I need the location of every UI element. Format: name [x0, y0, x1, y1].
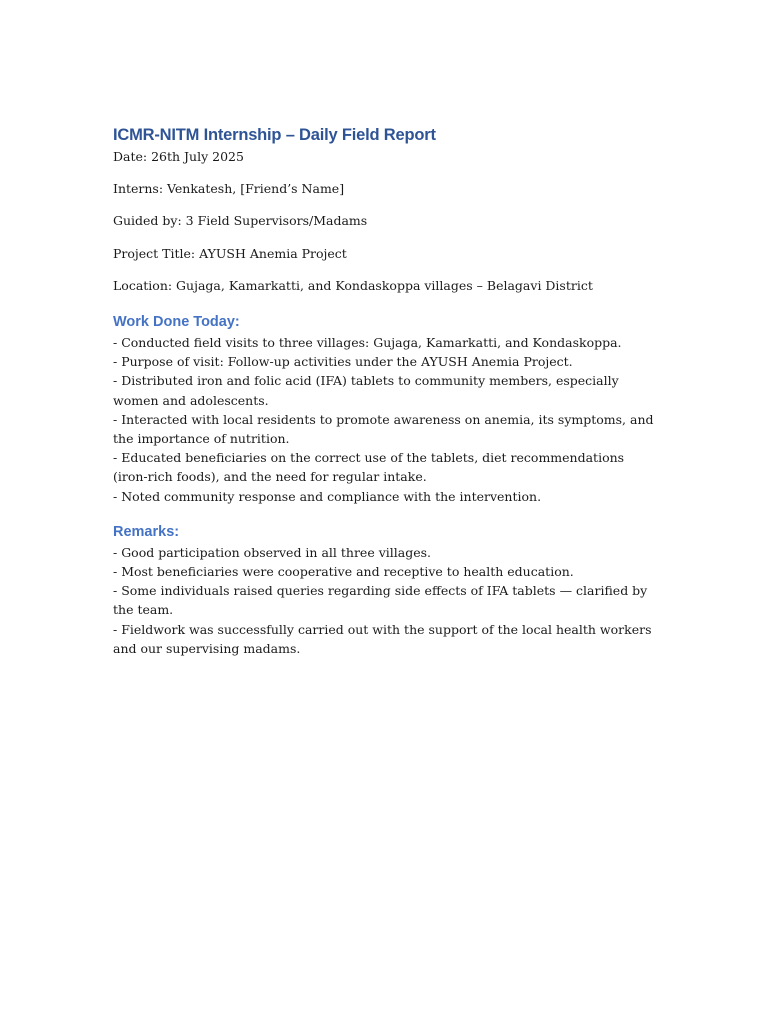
remarks-item: - Some individuals raised queries regarding side effects of IFA tablets — clarified by the team. — [113, 583, 648, 618]
report-interns: Interns: Venkatesh, [Friend’s Name] — [113, 181, 345, 197]
work-done-item: - Conducted field visits to three villages: Gujaga, Kamarkatti, and Kondaskoppa. — [113, 335, 622, 351]
report-title: ICMR-NITM Internship – Daily Field Report — [113, 126, 436, 144]
remarks-item: - Fieldwork was successfully carried out with the support of the local health workers and our supervising madams. — [113, 621, 652, 656]
remarks-list — [113, 543, 661, 658]
remarks-item: - Most beneficiaries were cooperative and receptive to health education. — [113, 564, 574, 580]
work-done-item: - Educated beneficiaries on the correct use of the tablets, diet recommendations (iron-rich foods), and the need for regular intake. — [113, 450, 625, 485]
work-done-item: - Interacted with local residents to promote awareness on anemia, its symptoms, and the importance of nutrition. — [113, 411, 654, 447]
work-done-heading: Work Done Today: — [113, 314, 240, 331]
work-done-item: - Purpose of visit: Follow-up activities under the AYUSH Anemia Project. — [113, 354, 573, 370]
remarks-heading: Remarks: — [113, 523, 180, 540]
work-done-list — [113, 333, 661, 506]
work-done-item: - Noted community response and compliance with the intervention. — [113, 488, 542, 504]
report-project-title: Project Title: AYUSH Anemia Project — [113, 245, 347, 261]
remarks-item: - Good participation observed in all three villages. — [113, 544, 431, 560]
document-body — [113, 124, 661, 658]
report-date: Date: 26th July 2025 — [113, 149, 244, 164]
work-done-item: - Distributed iron and folic acid (IFA) tablets to community members, especially women and adolescents. — [113, 373, 619, 408]
report-guides: Guided by: 3 Field Supervisors/Madams — [113, 213, 368, 229]
report-location: Location: Gujaga, Kamarkatti, and Kondaskoppa villages – Belagavi District — [113, 277, 593, 293]
